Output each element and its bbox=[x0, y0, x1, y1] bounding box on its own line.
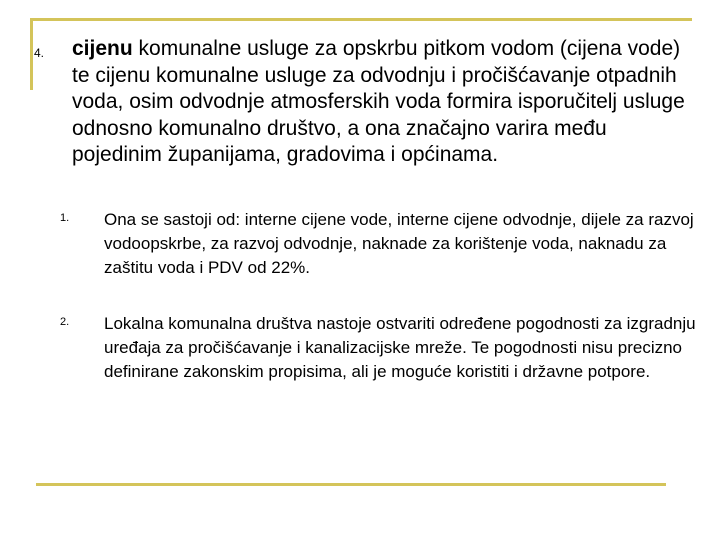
sub-item-text: Ona se sastoji od: interne cijene vode, interne cijene odvodnje, dijele za razvoj vodoopskrbe, za razvoj odvodnje, naknade za korištenje voda, naknadu za zaštitu voda i PDV od 22%. bbox=[104, 210, 694, 277]
main-item-bold-lead: cijenu bbox=[72, 37, 133, 60]
frame-bottom-line bbox=[36, 483, 666, 486]
main-item-text bbox=[72, 36, 692, 169]
frame-top-line bbox=[30, 18, 692, 21]
sub-item-number: 1. bbox=[60, 212, 70, 224]
main-item-number: 4. bbox=[34, 46, 45, 60]
sub-item-text: Lokalna komunalna društva nastoje ostvariti određene pogodnosti za izgradnju uređaja za pročišćavanje i kanalizacijske mreže. Te pogodnosti nisu precizno definirane zakonskim propisima, ali je moguće koristiti i državne potpore. bbox=[104, 314, 696, 381]
sub-item-number: 2. bbox=[60, 316, 70, 328]
frame-left-line bbox=[30, 18, 33, 90]
main-item-body: komunalne usluge za opskrbu pitkom vodom (cijena vode) te cijenu komunalne usluge za odvodnju i pročišćavanje otpadnih voda, osim odvodnje atmosferskih voda formira isporučitelj usluge odnosno komunalno društvo, a ona značajno varira među pojedinim županijama, gradovima i općinama. bbox=[72, 37, 685, 166]
